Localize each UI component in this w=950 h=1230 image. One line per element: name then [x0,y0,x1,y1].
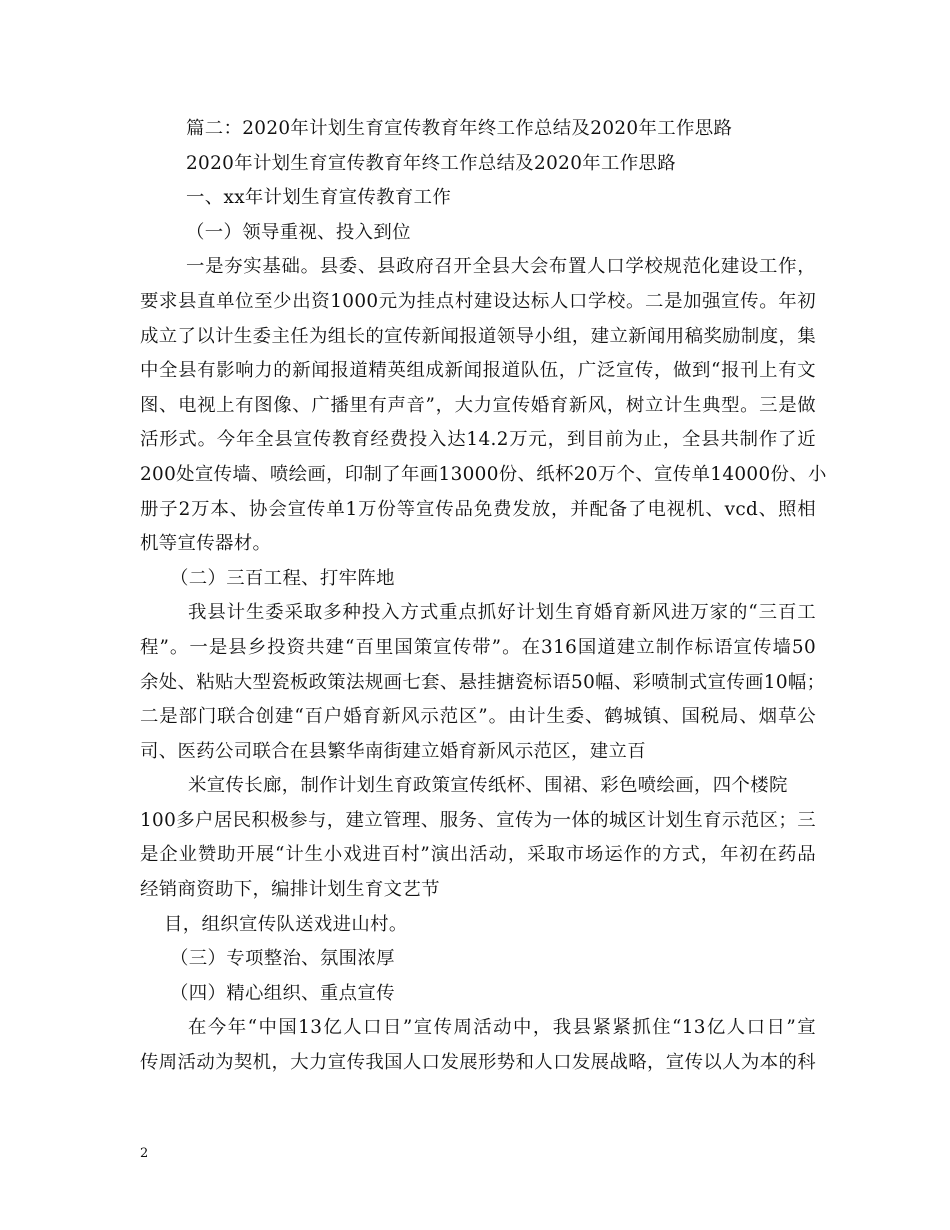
paragraph-line: 是企业赞助开展“计生小戏进百村”演出活动，采取市场运作的方式，年初在药品 [140,844,816,866]
paragraph-line: 二是部门联合创建“百户婚育新风示范区”。由计生委、鹤城镇、国税局、烟草公 [140,706,816,728]
paragraph-line: 活形式。今年全县宣传教育经费投入达14.2万元，到目前为止，全县共制作了近 [140,429,816,451]
paragraph-line: 传周活动为契机，大力宣传我国人口发展形势和人口发展战略，宣传以人为本的科 [140,1052,816,1074]
paragraph-line: 程”。一是县乡投资共建“百里国策宣传带”。在316国道建立制作标语宣传墙50 [140,636,816,658]
paragraph-line: 我县计生委采取多种投入方式重点抓好计划生育婚育新风进万家的“三百工 [188,602,816,624]
paragraph-line: 100多户居民积极参与，建立管理、服务、宣传为一体的城区计划生育示范区；三 [140,809,816,831]
paragraph-line: 成立了以计生委主任为组长的宣传新闻报道领导小组，建立新闻用稿奖励制度，集 [140,325,816,347]
paragraph-line: 机等宣传器材。 [140,533,272,555]
paragraph-line: 册子2万本、协会宣传单1万份等宣传品免费发放，并配备了电视机、vcd、照相 [140,498,816,520]
heading-level-1: 一、xx年计划生育宣传教育工作 [186,187,452,209]
page-number: 2 [140,1146,149,1161]
paragraph-line: 要求县直单位至少出资1000元为挂点村建设达标人口学校。二是加强宣传。年初 [140,290,816,312]
paragraph-line: 中全县有影响力的新闻报道精英组成新闻报道队伍，广泛宣传，做到“报刊上有文 [140,360,816,382]
paragraph-line: 200处宣传墙、喷绘画，印制了年画13000份、纸杯20万个、宣传单14000份、小 [140,463,827,485]
heading-level-2: （三）专项整治、氛围浓厚 [170,948,395,970]
paragraph-line: 余处、粘贴大型瓷板政策法规画七套、悬挂搪瓷标语50幅、彩喷制式宣传画10幅； [140,671,826,693]
document-title: 2020年计划生育宣传教育年终工作总结及2020年工作思路 [186,152,676,174]
heading-level-2: （二）三百工程、打牢阵地 [170,567,395,589]
paragraph-line: 图、电视上有图像、广播里有声音”，大力宣传婚育新风，树立计生典型。三是做 [140,394,816,416]
paragraph-line: 司、医药公司联合在县繁华南街建立婚育新风示范区，建立百 [140,740,646,762]
document-body [140,112,827,1081]
heading-level-2: （一）领导重视、投入到位 [186,221,411,243]
paragraph-line: 一是夯实基础。县委、县政府召开全县大会布置人口学校规范化建设工作， [186,256,816,278]
heading-level-2: （四）精心组织、重点宣传 [170,982,395,1004]
paragraph-line: 经销商资助下，编排计划生育文艺节 [140,879,440,901]
paragraph-line: 目，组织宣传队送戏进山村。 [164,913,408,935]
section-title: 篇二：2020年计划生育宣传教育年终工作总结及2020年工作思路 [186,118,733,139]
paragraph-line: 在今年“中国13亿人口日”宣传周活动中，我县紧紧抓住“13亿人口日”宣 [188,1017,816,1039]
paragraph-line: 米宣传长廊，制作计划生育政策宣传纸杯、围裙、彩色喷绘画，四个楼院 [188,775,788,797]
